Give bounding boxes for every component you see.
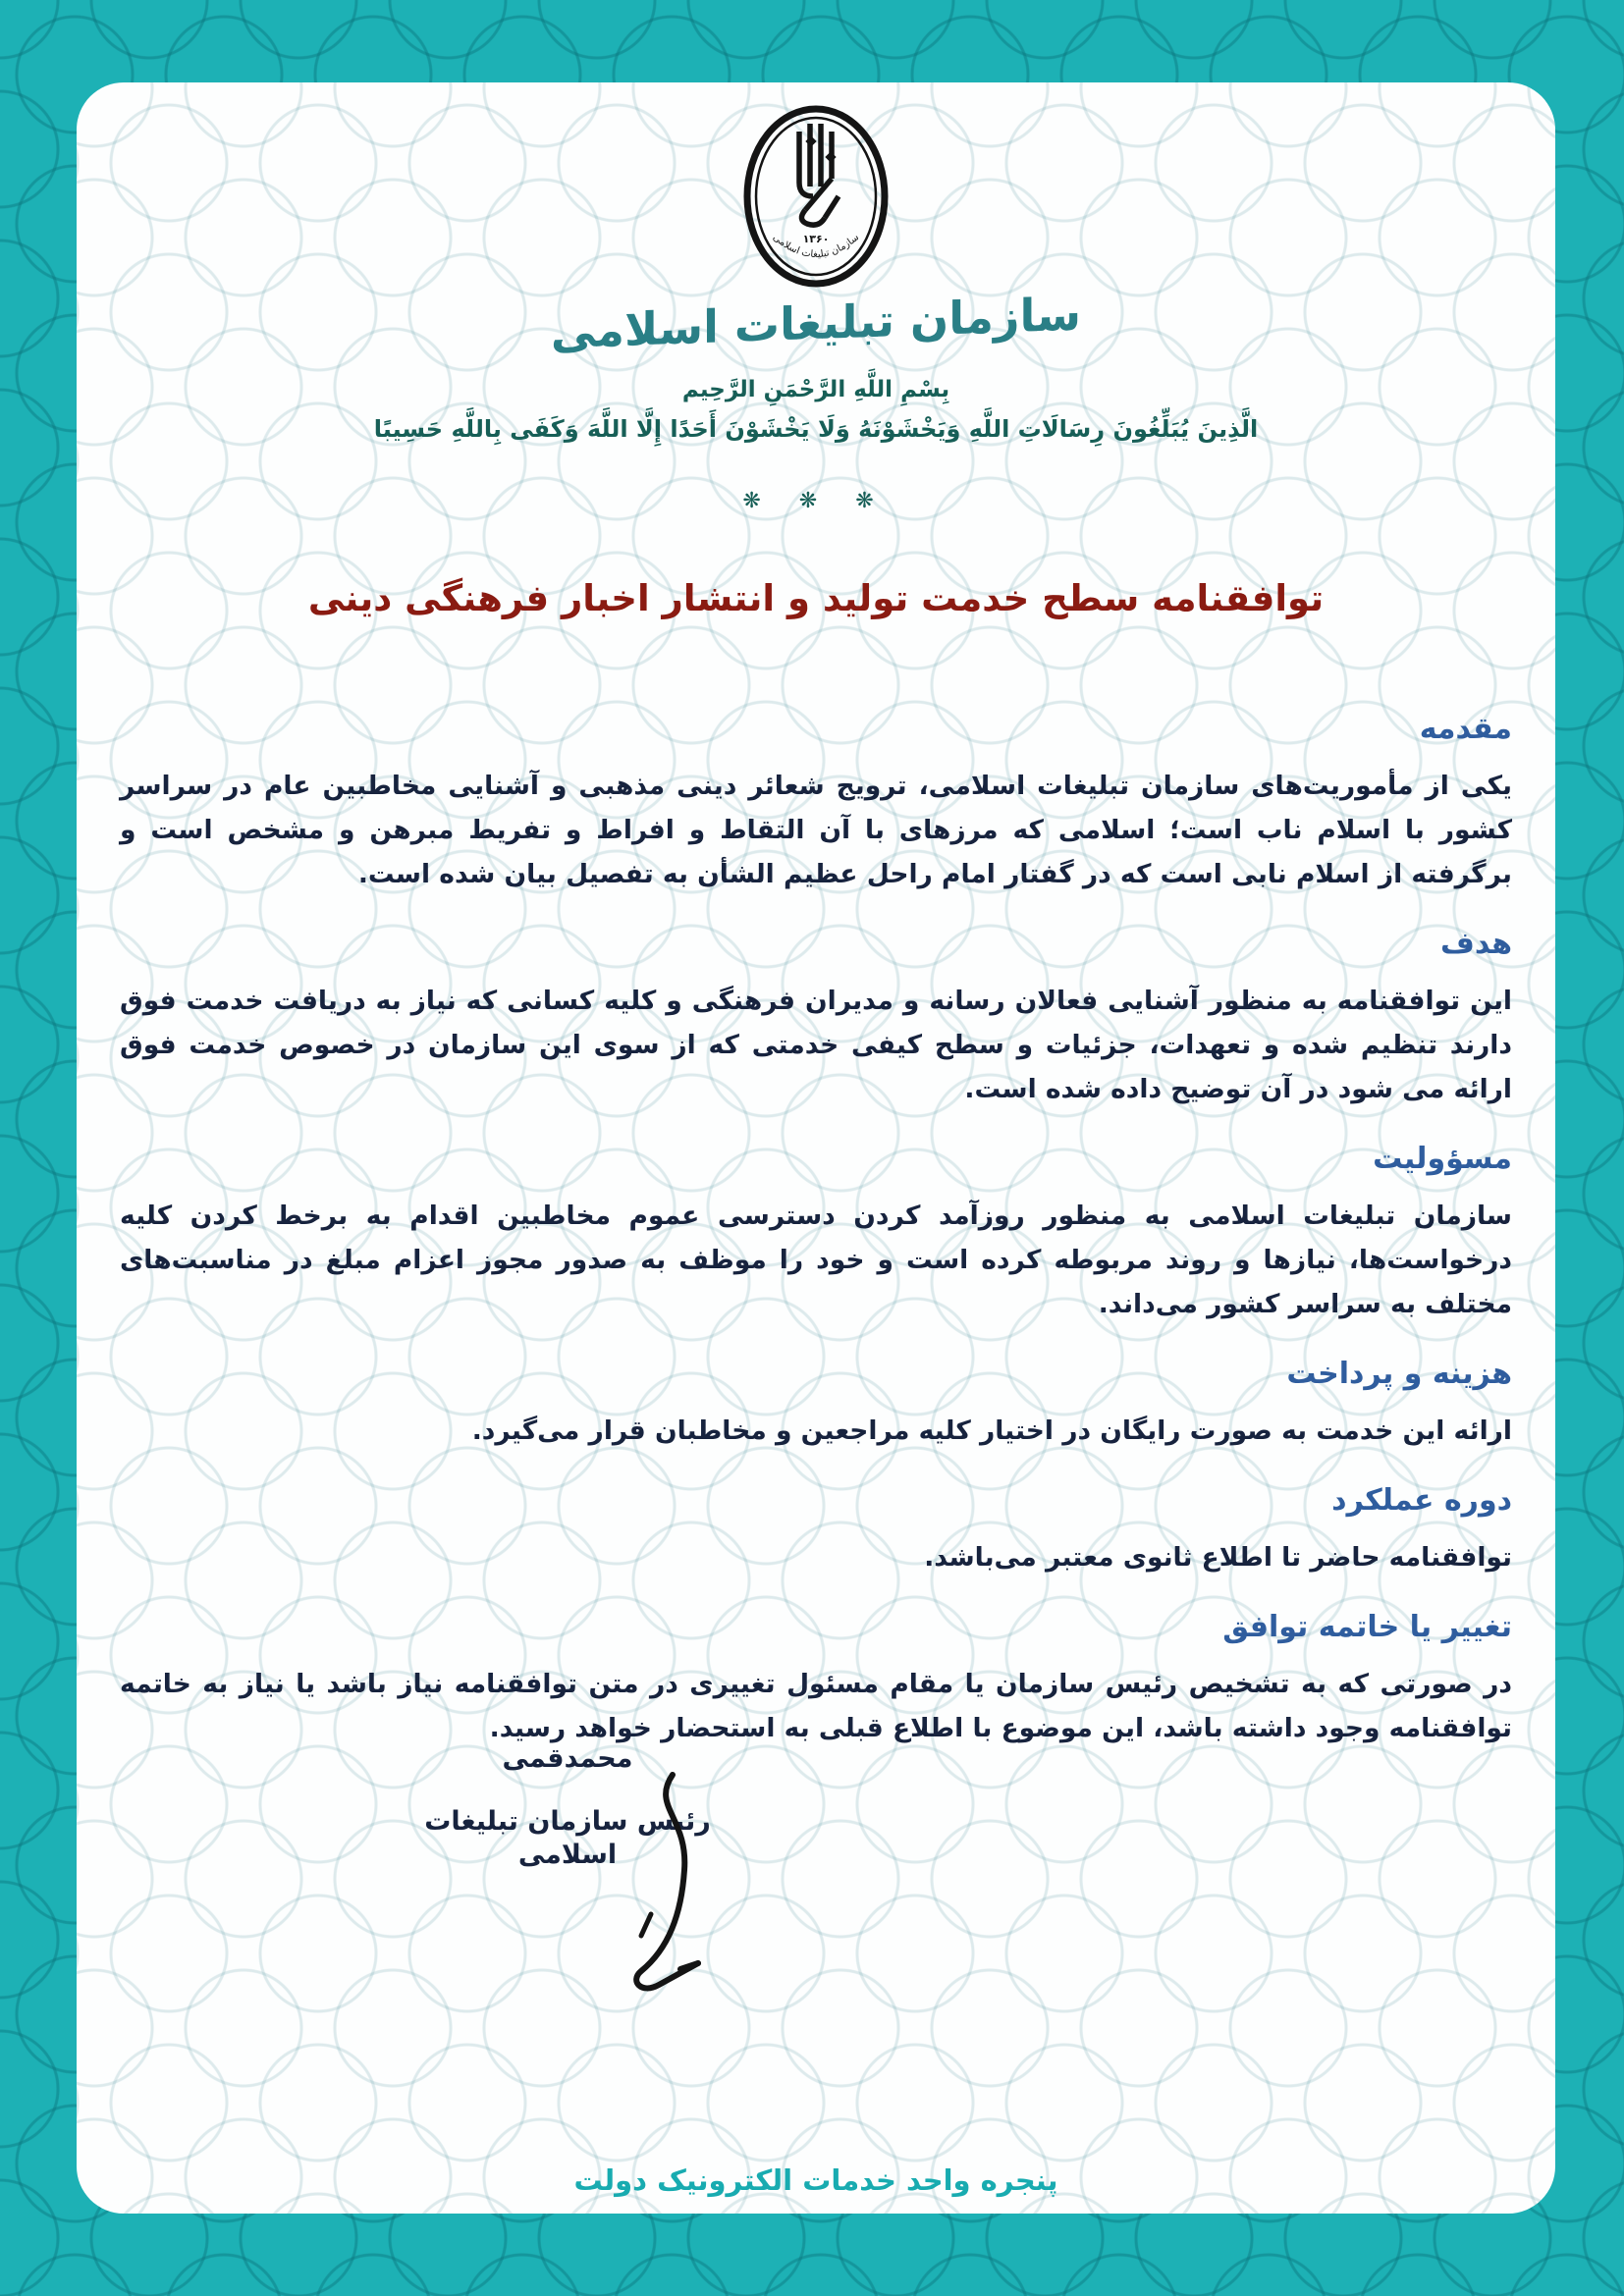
bismillah-text: بِسْمِ اللَّهِ الرَّحْمَنِ الرَّحِيم bbox=[681, 377, 950, 402]
section-body: سازمان تبلیغات اسلامی به منظور روزآمد کردن دسترسی عموم مخاطبین اقدام به برخط کردن کلیه درخواست‌ها، نیازها و روند مربوطه کرده است و خود را موظف به صدور مجوز اعزام مبلغ در مناسبت‌های مختلف به سراسر کشور می‌داند. bbox=[120, 1201, 1512, 1319]
organization-emblem bbox=[120, 102, 1512, 294]
section-heading: مسؤولیت bbox=[1373, 1142, 1512, 1176]
quran-verse: الَّذِينَ يُبَلِّغُونَ رِسَالَاتِ اللَّهِ وَيَخْشَوْنَهُ وَلَا يَخْشَوْنَ أَحَدًا إِلَّا اللَّهَ وَكَفَى بِاللَّهِ حَسِيبًا bbox=[373, 415, 1259, 443]
handwritten-signature bbox=[612, 1767, 710, 2012]
section-body: این توافقنامه به منظور آشنایی فعالان رسانه و مدیران فرهنگی و کلیه کسانی که نیاز به دریافت خدمت فوق دارند تنظیم شده و تعهدات، جزئیات و سطح کیفی خدمتی که از سوی این سازمان در خصوص خدمت فوق ارائه می شود در آن توضیح داده شده است. bbox=[120, 986, 1512, 1104]
section-taghir-khatemeh bbox=[120, 1609, 1512, 1750]
section-heading: تغییر یا خاتمه توافق bbox=[1222, 1610, 1512, 1644]
section-hadaf bbox=[120, 926, 1512, 1111]
emblem-allah-icon bbox=[738, 102, 893, 291]
section-heading: مقدمه bbox=[1419, 712, 1512, 746]
section-body: یکی از مأموریت‌های سازمان تبلیغات اسلامی، ترویج شعائر دینی مذهبی و آشنایی مخاطبین عام در سراسر کشور با اسلام ناب است؛ اسلامی که مرزهای با آن التقاط و افراط و تفریط مبرهن و مشخص است و برگرفته از اسلام نابی است که در گفتار امام راحل عظیم الشأن به تفصیل بیان شده است. bbox=[120, 771, 1512, 889]
section-heading: هزینه و پرداخت bbox=[1286, 1357, 1512, 1391]
sections bbox=[120, 711, 1512, 1750]
footer-egov-label: پنجره واحد خدمات الکترونیک دولت bbox=[573, 2163, 1058, 2197]
emblem-ring-text: سازمان تبلیغات اسلامی bbox=[770, 232, 862, 261]
emblem-year: ۱۳۶۰ bbox=[802, 233, 830, 245]
signatory-role: رئیس سازمان تبلیغات اسلامی bbox=[424, 1806, 711, 1870]
letter-content bbox=[77, 82, 1555, 2214]
section-body: ارائه این خدمت به صورت رایگان در اختیار کلیه مراجعین و مخاطبان قرار می‌گیرد. bbox=[471, 1415, 1512, 1446]
section-masouliyat bbox=[120, 1141, 1512, 1326]
signatory-name: محمدقمی bbox=[502, 1743, 633, 1774]
section-body: توافقنامه حاضر تا اطلاع ثانوی معتبر می‌باشد. bbox=[924, 1542, 1512, 1573]
letter-paper bbox=[77, 82, 1555, 2214]
section-body: در صورتی که به تشخیص رئیس سازمان یا مقام مسئول تغییری در متن توافقنامه نیاز باشد یا نیاز به خاتمه توافقنامه وجود داشته باشد، این موضوع با اطلاع قبلی به استحضار خواهد رسید. bbox=[120, 1669, 1512, 1743]
organization-name-calligraphy: سازمان تبلیغات اسلامی bbox=[550, 287, 1082, 359]
section-moghaddameh bbox=[120, 711, 1512, 896]
section-hazineh-pardakht bbox=[120, 1356, 1512, 1453]
page-title: توافقنامه سطح خدمت تولید و انتشار اخبار فرهنگی دینی bbox=[307, 577, 1325, 619]
section-doreh-amalkard bbox=[120, 1482, 1512, 1579]
section-heading: هدف bbox=[1440, 927, 1512, 961]
asterisk-ornament: ❋ ❋ ❋ bbox=[742, 489, 890, 513]
allah-calligraphy bbox=[799, 124, 839, 225]
section-heading: دوره عملکرد bbox=[1331, 1483, 1512, 1518]
